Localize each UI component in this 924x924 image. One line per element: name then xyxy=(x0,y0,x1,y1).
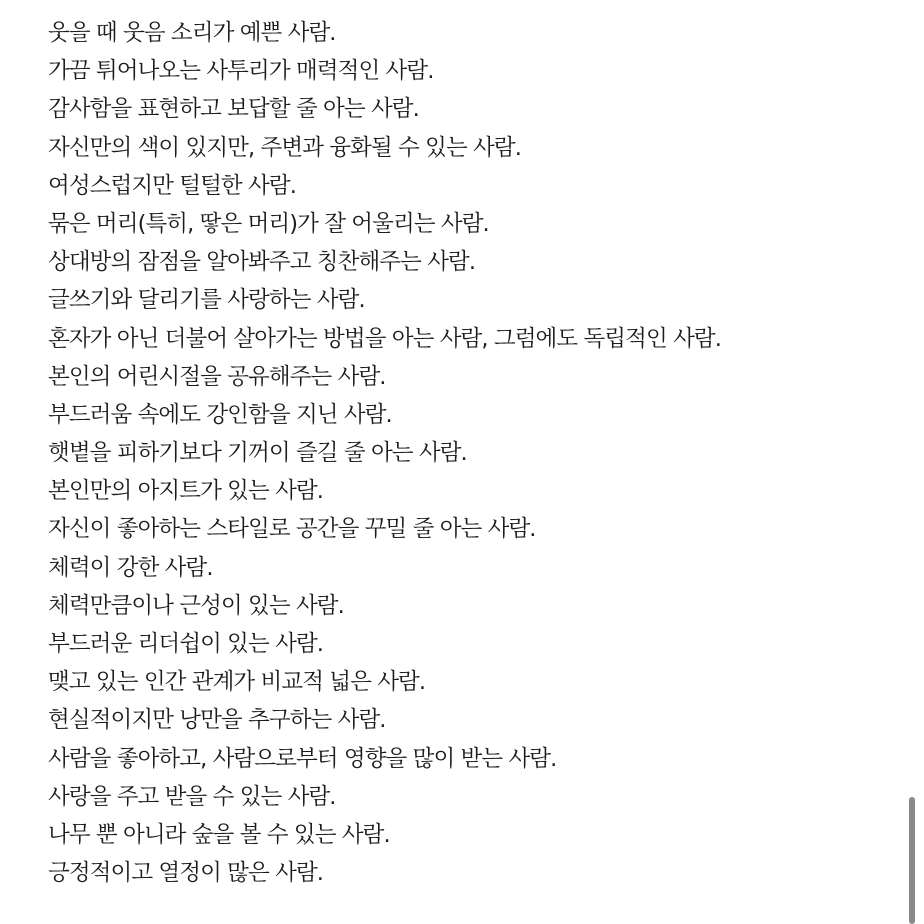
list-item: 자신이 좋아하는 스타일로 공간을 꾸밀 줄 아는 사람. xyxy=(48,516,536,543)
list-item: 체력이 강한 사람. xyxy=(48,554,213,581)
list-item: 본인만의 아지트가 있는 사람. xyxy=(48,478,324,505)
list-item: 부드러운 리더쉽이 있는 사람. xyxy=(48,631,324,657)
text-list xyxy=(48,14,721,892)
list-item: 감사함을 표현하고 보답할 줄 아는 사람. xyxy=(48,96,419,123)
list-item: 묶은 머리(특히, 땋은 머리)가 잘 어울리는 사람. xyxy=(48,210,489,237)
scrollbar-thumb[interactable] xyxy=(909,797,915,924)
list-item: 상대방의 잠점을 알아봐주고 칭찬해주는 사람. xyxy=(48,249,476,276)
list-item: 글쓰기와 달리기를 사랑하는 사람. xyxy=(48,287,365,314)
list-item: 햇볕을 피하기보다 기꺼이 즐길 줄 아는 사람. xyxy=(48,440,467,467)
list-item: 맺고 있는 인간 관계가 비교적 넓은 사람. xyxy=(48,669,426,696)
list-item: 체력만큼이나 근성이 있는 사람. xyxy=(48,592,344,619)
list-item: 나무 뿐 아니라 숲을 볼 수 있는 사람. xyxy=(48,821,390,848)
list-item: 부드러움 속에도 강인함을 지닌 사람. xyxy=(48,401,392,428)
list-item: 본인의 어린시절을 공유해주는 사람. xyxy=(48,363,386,390)
list-item: 사랑을 주고 받을 수 있는 사람. xyxy=(48,783,336,810)
list-item: 혼자가 아닌 더불어 살아가는 방법을 아는 사람, 그럼에도 독립적인 사람. xyxy=(48,325,721,352)
list-item: 사람을 좋아하고, 사람으로부터 영향을 많이 받는 사람. xyxy=(48,745,557,772)
list-item: 긍정적이고 열정이 많은 사람. xyxy=(48,860,324,887)
list-item: 현실적이지만 낭만을 추구하는 사람. xyxy=(48,707,386,734)
list-item: 웃을 때 웃음 소리가 예쁜 사람. xyxy=(48,20,336,46)
list-item: 가끔 튀어나오는 사투리가 매력적인 사람. xyxy=(48,58,434,85)
list-item: 자신만의 색이 있지만, 주변과 융화될 수 있는 사람. xyxy=(48,134,521,161)
list-item: 여성스럽지만 털털한 사람. xyxy=(48,172,296,199)
